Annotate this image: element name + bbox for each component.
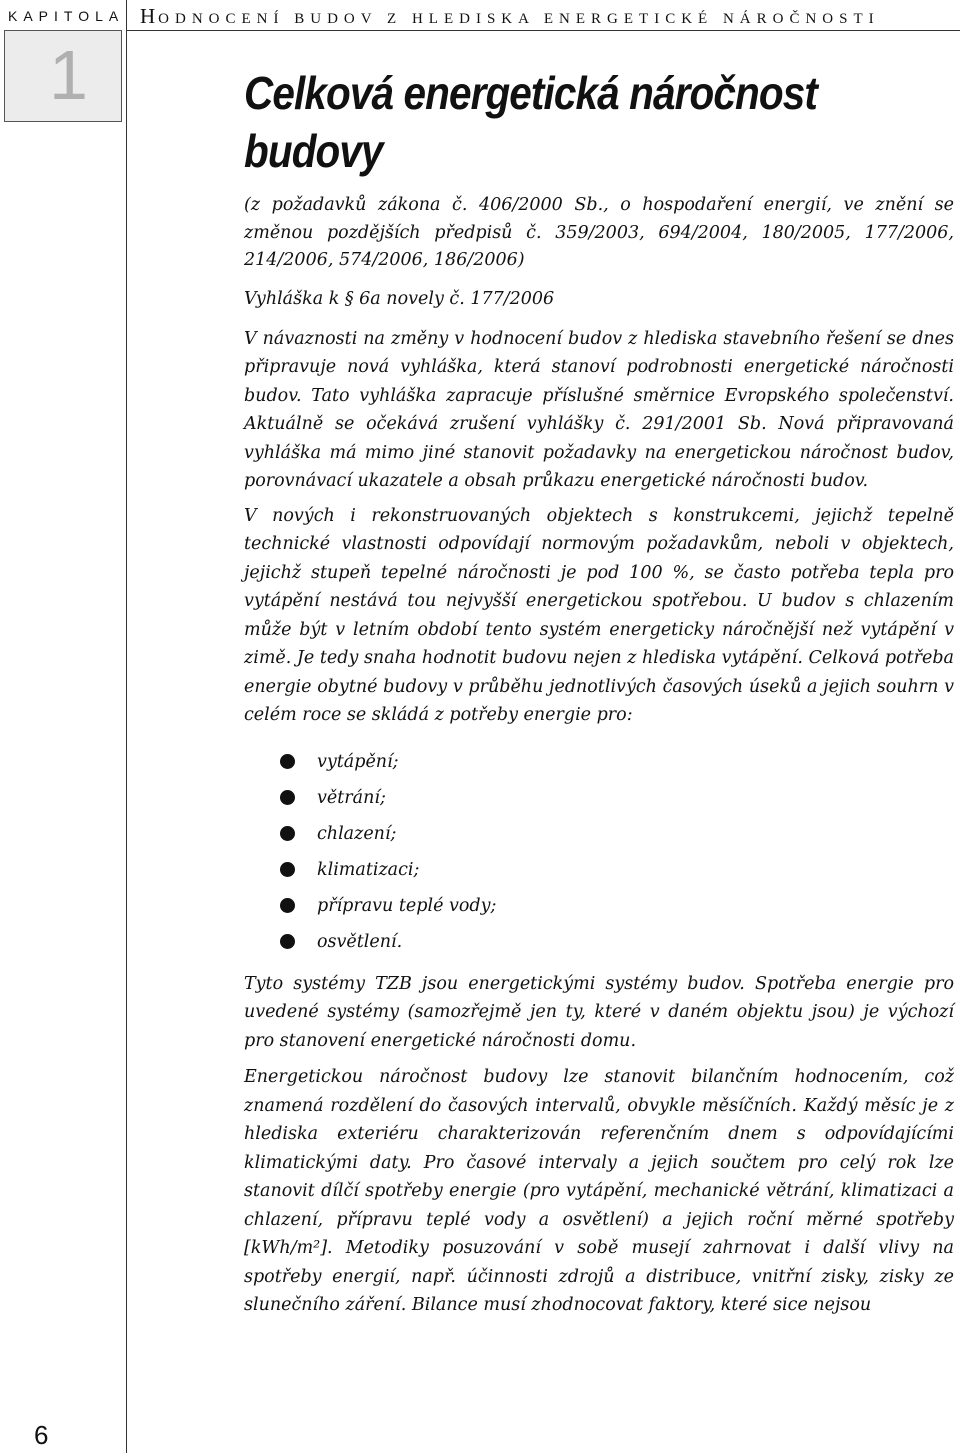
running-header-initial: H xyxy=(140,4,159,28)
paragraph-4: Energetickou náročnost budovy lze stanovit bilančním hodnocením, což znamená rozdělení do časových intervalů, obvykle měsíčních. Každý měsíc je z hlediska exteriéru charakterizován referenčním dnem s odpovídajícími klimatickými daty. Pro časové intervaly a jejich součtem pro celý rok lze stanovit dílčí spotřeby energie (pro vytápění, mechanické větrání, klimatizaci a chlazení, přípravu teplé vody a osvětlení) a jejich roční měrné spotřeby [kWh/m²]. Metodiky posuzování v sobě musejí zahrnovat i další vlivy na spotřeby energií, např. účinnosti zdrojů a distribuce, vnitřní zisky, zisky ze slunečního záření. Bilance musí zhodnocovat faktory, které sice nejsou xyxy=(244,1067,954,1315)
list-item-label: chlazení; xyxy=(317,823,397,844)
main-column xyxy=(244,64,954,1320)
list-item-label: klimatizaci; xyxy=(317,859,420,880)
running-header xyxy=(140,4,960,29)
list-item-label: vytápění; xyxy=(317,751,399,772)
list-item-label: přípravu teplé vody; xyxy=(317,895,497,916)
page-title: Celková energetická náročnost budovy xyxy=(244,67,817,177)
list-item-label: větrání; xyxy=(317,787,386,808)
law-requirements: (z požadavků zákona č. 406/2000 Sb., o hospodaření energií, ve znění se změnou pozdějších předpisů č. 359/2003, 694/2004, 180/2005, 177/2006, 214/2006, 574/2006, 186/2006) xyxy=(244,195,954,270)
header-divider xyxy=(126,30,960,31)
chapter-number: 1 xyxy=(49,36,88,114)
list-item xyxy=(244,744,954,780)
list-item xyxy=(244,816,954,852)
bullet-icon xyxy=(280,754,295,769)
list-item xyxy=(244,924,954,960)
bullet-icon xyxy=(280,826,295,841)
list-item xyxy=(244,888,954,924)
list-item-label: osvětlení. xyxy=(317,931,403,952)
page-number: 6 xyxy=(34,1420,49,1450)
energy-systems-list xyxy=(244,744,954,960)
bullet-icon xyxy=(280,862,295,877)
paragraph-2: V nových i rekonstruovaných objektech s konstrukcemi, jejichž tepelně technické vlastnosti odpovídají normovým požadavkům, neboli v objektech, jejichž stupeň tepelné náročnosti je pod 100 %, se často potřeba tepla pro vytápění nestává tou nejvyšší energetickou spotřebou. U budov s chlazením může být v letním období tento systém energeticky náročnější než vytápění v zimě. Je tedy snaha hodnotit budovu nejen z hlediska vytápění. Celková potřeba energie obytné budovy v průběhu jednotlivých časových úseků a jejich souhrn v celém roce se skládá z potřeby energie pro: xyxy=(244,505,954,725)
paragraph-3: Tyto systémy TZB jsou energetickými systémy budov. Spotřeba energie pro uvedené systémy (samozřejmě jen ty, které v daném objektu jsou) je výchozí pro stanovení energetické náročnosti domu. xyxy=(244,973,954,1051)
running-header-text: ODNOCENÍ BUDOV Z HLEDISKA ENERGETICKÉ NÁROČNOSTI xyxy=(158,11,880,27)
paragraph-1: V návaznosti na změny v hodnocení budov z hlediska stavebního řešení se dnes připravuje nová vyhláška, která stanoví podrobnosti energetické náročnosti budov. Tato vyhláška zapracuje příslušné směrnice Evropského společenství. Aktuálně se očekává zrušení vyhlášky č. 291/2001 Sb. Nová připravovaná vyhláška má mimo jiné stanovit požadavky na energetickou náročnost budov, porovnávací ukazatele a obsah průkazu energetické náročnosti budov. xyxy=(244,328,954,491)
bullet-icon xyxy=(280,898,295,913)
bullet-icon xyxy=(280,790,295,805)
list-item xyxy=(244,780,954,816)
bullet-icon xyxy=(280,934,295,949)
chapter-label: KAPITOLA xyxy=(8,8,125,24)
decree-line: Vyhláška k § 6a novely č. 177/2006 xyxy=(244,288,555,309)
chapter-number-box xyxy=(4,30,122,122)
list-item xyxy=(244,852,954,888)
chapter-sidebar xyxy=(0,0,127,1453)
